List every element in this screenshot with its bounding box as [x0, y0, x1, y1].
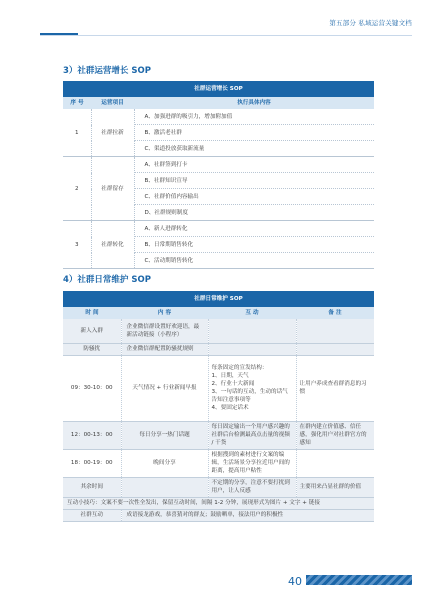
- table-title: 社群日常维护 SOP: [63, 291, 374, 307]
- content-cell: 每日分享一热门话题: [121, 421, 208, 449]
- action-content: B、社群知识宣导: [134, 173, 374, 189]
- row-number: 2: [63, 157, 91, 221]
- content-cell: 企业微信群设置好欢迎语，最新活动链接（小程序）: [121, 319, 208, 343]
- section-3-heading: 3）社群运营增长 SOP: [63, 66, 151, 76]
- action-content: C、渠道投放获取新流量: [134, 141, 374, 157]
- table-row: [63, 449, 374, 477]
- note-cell: [296, 449, 374, 477]
- note-cell: 让用户养成查看群消息的习惯: [296, 355, 374, 421]
- interaction-cell: [208, 319, 296, 343]
- action-content: B、日常期销售转化: [134, 237, 374, 253]
- interaction-cell: [208, 343, 296, 355]
- row-number: 1: [63, 109, 91, 157]
- maintenance-sop-table: [63, 291, 374, 522]
- interaction-cell: 不定期的分享，注意不要打扰到用户，让人反感: [208, 477, 296, 497]
- interaction-cell: 每日固定输出一个用户感兴趣的社群后台检测最高点击量的视频 / 干货: [208, 421, 296, 449]
- table-row: [63, 355, 374, 421]
- action-content: C、活动期销售转化: [134, 253, 374, 269]
- operation-item: 社群拉新: [91, 109, 134, 157]
- column-header: 内 容: [121, 307, 208, 319]
- table-row: [63, 221, 374, 237]
- content-cell: 成语接龙游戏，恭喜猜对的群友；鼓励晒单，接法用户的积极性: [121, 509, 374, 521]
- content-cell: 晚间分享: [121, 449, 208, 477]
- note-cell: 主要用来凸显社群的价值: [296, 477, 374, 497]
- action-content: C、社群价值内容输出: [134, 189, 374, 205]
- section-4-heading: 4）社群日常维护 SOP: [63, 275, 151, 285]
- column-header: 运营项目: [91, 97, 134, 109]
- operation-item: 社群转化: [91, 221, 134, 269]
- page-number: 40: [288, 575, 302, 588]
- row-number: 3: [63, 221, 91, 269]
- table-row: [63, 497, 374, 509]
- action-content: A、社群签到打卡: [134, 157, 374, 173]
- operation-item: 社群留存: [91, 157, 134, 221]
- content-cell: [121, 477, 208, 497]
- table-title: 社群运营增长 SOP: [63, 81, 374, 97]
- column-header: 互 动: [208, 307, 296, 319]
- action-content: A、加强进群的吸引力，增加附加值: [134, 109, 374, 125]
- table-row: [63, 509, 374, 521]
- time-cell: 09：30-10：00: [63, 355, 121, 421]
- table-row: [63, 421, 374, 449]
- interaction-cell: 每条固定的宣发结构： 1、日期，天气 2、行业十大新闻 3、一句话的互动，生动的话气告知注意事项等 4、要固定话术: [208, 355, 296, 421]
- growth-sop-table: [63, 81, 374, 269]
- action-content: A、新人进群转化: [134, 221, 374, 237]
- table-row: [63, 343, 374, 355]
- time-cell: 12：00-13：00: [63, 421, 121, 449]
- content-cell: 企业微信群配置防骚扰规则: [121, 343, 208, 355]
- time-cell: 新人入群: [63, 319, 121, 343]
- column-header: 备 注: [296, 307, 374, 319]
- note-cell: [296, 319, 374, 343]
- action-content: B、激活老社群: [134, 125, 374, 141]
- table-row: [63, 109, 374, 125]
- table-row: [63, 157, 374, 173]
- interaction-cell: 根据搜到的素材进行文案的编辑，生活场景分享拉近用户间的距离，提高用户粘性: [208, 449, 296, 477]
- time-cell: 社群互动: [63, 509, 121, 521]
- time-cell: 其余时间: [63, 477, 121, 497]
- time-cell: 18：00-19：00: [63, 449, 121, 477]
- table-row: [63, 477, 374, 497]
- interaction-tip: 互动小技巧：文案不要一次性全发出，保留互动时间，间隔 1-2 分钟，展现形式为图片 + 文字 + 链接: [63, 497, 374, 509]
- column-header: 时 间: [63, 307, 121, 319]
- running-header: 第五部分 私域运营关键文档: [329, 19, 412, 27]
- action-content: D、社群规则制度: [134, 205, 374, 221]
- content-cell: 天气情况 + 行业新闻早报: [121, 355, 208, 421]
- note-cell: [296, 343, 374, 355]
- footer-stripe-bar: [306, 575, 412, 585]
- time-cell: 防骚扰: [63, 343, 121, 355]
- table-row: [63, 319, 374, 343]
- column-header: 执行具体内容: [134, 97, 374, 109]
- note-cell: 在群内建立价值感、信任感，强化用户对社群官方的感知: [296, 421, 374, 449]
- column-header: 序 号: [63, 97, 91, 109]
- header-rule: [40, 35, 412, 36]
